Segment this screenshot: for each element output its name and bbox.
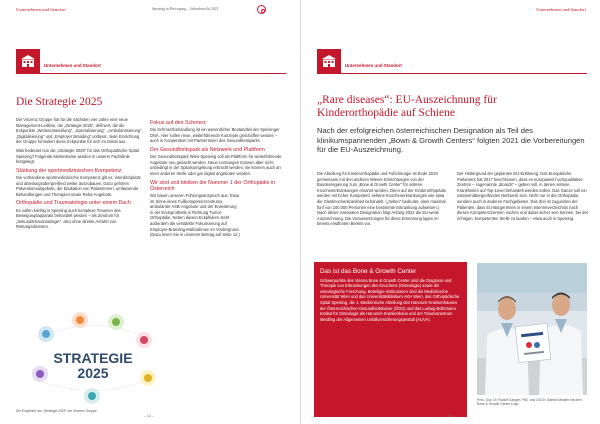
lead-paragraph: Nach der erfolgreichen österreichischen Designation als Teil des klinikumspannenden „Bown & Growth Centers“ folgten 2021 die Vorbereitungen für die EU-Auszeichnung.: [317, 126, 585, 155]
paragraph: Es sollen künftig in Speising auch komplexe Traumen des Bewegungsapparats behandelt werden – als Zentrum für „Sekundärtraumatologie“, also ohne direkte Anfahrt von Rettungsdiensten.: [16, 207, 121, 230]
subheading: Wir sind und bleiben die Nummer 1 der Orthopädie in Österreich: [150, 179, 276, 192]
strategy-node-icon: [140, 370, 156, 386]
running-header: Unternehmen und Standort: [16, 7, 66, 12]
info-box-text: Schwerpunkte des Vienna Bone & Growth Center sind die Diagnose und Therapie von Erkrankungen des Knochens (Osteologie) sowie die osteologische Forschung. Beteiligte Institutionen sind die Medizinische Universität Wien und das Universitätsklinikum AKH Wien, das Orthopädische Spital Speising, die 1. Medizinische Abteilung des Hanusch-Krankenhauses der Österreichischen Gesundheitskasse (ÖGK) und das Ludwig Boltzmann Institut für Osteologie als Hanusch-Krankenhaus und am Traumazentrum Meidling der Allgemeinen Unfallversicherungsanstalt (AUVA).: [320, 277, 460, 322]
photo-caption: Prim. Doz. Dr. Rudolf Ganger, PhD. und OA Dr. Gabriel Mindler mit dem Bone & Growth Center Logo: [477, 398, 582, 407]
running-header: Unternehmen und Standort: [536, 7, 586, 12]
paragraph: Wir bauen unseren Führungsanspruch aus: Etwa im Sinne eines Fußkompetenzzentrums, ambulanter ASB-Angebote und der Erweiterung in der Endoprothetik in Richtung Tumor-Orthopädie. Neben diesen Eckpfeilern steht außerdem die verstärkte Fokussierung auf Employer-Branding-Maßnahmen im Vordergrund. (Dazu lesen Sie in unserem Beitrag auf Seite 12.): [150, 192, 240, 238]
strategy-node-icon: [38, 326, 54, 342]
text-column-2: [150, 117, 286, 241]
page-title: Die Strategie 2025: [16, 96, 103, 108]
building-icon: [16, 49, 40, 73]
text-column-1: Die Abteilung für Kinderorthopädie und Fußchirurgie ist Ende 2019 gemeinsam mit drei anderen Wiener Einrichtungen von der Bundesregierung zum „Bone & Growth Center“ für seltene Knochenerkrankungen ernannt worden. Denn auf der Kinderorthopädie werden mit hoher Kompetenz seltene Knochenerkrankungen wie etwa die Glasknochenkrankheit behandelt. („Selten“ bedeutet, dass maximal fünf von 100.000 Personen eine bestimmte Erkrankung aufweisen.) Nach dieser nationalen Designation folgt Anfang 2022 die EU-weite Auszeichnung. Die Voraussetzungen für diese Ernennung lagen im bereits erwähnten Bereits vor.: [317, 171, 447, 227]
strategy-figure: [18, 308, 168, 408]
intro-paragraph: Die Vinzenz Gruppe hat für die nächsten vier Jahre eine neue Management-Leitlinie, die „Strategie 2025“, definiert, die die Eckpunkte „Weiterentwicklung“, „Spezialisierung“, „Ambulantisierung“, „Digitalisierung“ und „Employer Branding“ umfasst. Jede Einrichtung der Gruppe formuliert diese Eckpunkte für sich im Detail aus.: [16, 117, 143, 145]
subheading: Stärkung der sportmedizinischen Kompetenz: [16, 167, 122, 174]
strategy-title-1: STRATEGIE: [53, 350, 133, 366]
subheading: Fokus auf den Schmerz: [150, 120, 206, 126]
strategy-title-2: 2025: [77, 365, 109, 381]
paragraph: Der Gesundheitspark Wien-Speising soll als Plattform für weiterführende Angebote neu gedacht werden. Neue Leistungen müssen aber nicht unbedingt in der Spitalsumgebung erbracht werden, sie können auch an einer anderen Stelle oder gar digital angeboten werden.: [150, 154, 282, 176]
paragraph: Die Schmerzbehandlung ist ein wesentlicher Bestandteil der Speisinger DNA. Hier sollen neue, weiterführende Konzepte geschaffen werden – auch in Kooperation mit PartnerInnen des Gesundheitsparks.: [150, 127, 280, 144]
strategy-node-icon: [84, 388, 100, 404]
info-box-title: Das ist das Bone & Growth Center: [320, 268, 417, 275]
strategy-node-icon: [136, 332, 152, 348]
title-line-2: Kinderorthopädie auf Schiene: [317, 107, 455, 119]
magazine-logo-icon: [257, 5, 266, 14]
info-box: [314, 262, 467, 417]
building-icon: [317, 49, 341, 73]
paragraph: Die vorhandene sportmedizinische Kompetenz gilt es, interdisziplinär und abteilungsübergreifend weiter auszubauen. Dazu gehören Präventionsangebote, die Edukation von PatientInnen, umfassende Behandlungen und Therapien sowie Reha-Angebote.: [16, 174, 141, 197]
subheading: Orthopädie und Traumatologie unter einem Dach: [16, 200, 131, 207]
figure-caption: Die Eckpfeiler der „Strategie 2025“ der Vinzenz Gruppe: [16, 409, 97, 413]
page-title: [317, 94, 497, 120]
divider: [317, 73, 587, 74]
section-label: Unternehmen und Standort: [345, 63, 402, 68]
photo-doctors: [477, 263, 587, 395]
page-number: – 15 –: [445, 414, 455, 418]
divider: [16, 73, 286, 74]
strategy-node-icon: [72, 312, 88, 328]
magazine-title: Speising in Bewegung – Jahresbericht 2021: [152, 7, 219, 11]
strategy-node-icon: [108, 314, 124, 330]
subheading: Der Gesundheitspark als Netzwerk und Plattform: [150, 146, 265, 153]
strategy-node-icon: [32, 366, 48, 382]
question-paragraph: Was bedeutet nun die „Strategie 2025“ für das Orthopädische Spital Speising? Folgende Meilensteine wurden in unserer Fachklinik festgelegt:: [16, 147, 139, 165]
text-column-1: [16, 117, 144, 233]
title-line-1: „Rare diseases“: EU-Auszeichnung für: [317, 94, 497, 106]
page-number: – 14 –: [144, 414, 154, 418]
text-column-2: Der Hintergrund der geplanten EU-Erklärung: Das Europäische Parlament hat 2017 beschlossen, dass es europaweit hochqualitative Zentren – sogenannte „Boards“ – geben soll, in denen seltene Krankheiten auf Top-Level behandelt werden sollen. Das Ganze soll ein nationenübergreifendes Netzwerk sein. Nicht nur in der Orthopädie, sondern auch in anderen Fachgebieten. Das Ziel ist zugunsten der Patienten, dass EU-BürgerInnen in einem Internetverzeichnis nach diesen Kompetenzzentren suchen und dabei sicher sein können, bei der richtigen, kompetenten Stelle zu landen – etwa auch in Speising.: [457, 171, 589, 221]
right-page: [300, 0, 600, 424]
section-label: Unternehmen und Standort: [44, 63, 101, 68]
